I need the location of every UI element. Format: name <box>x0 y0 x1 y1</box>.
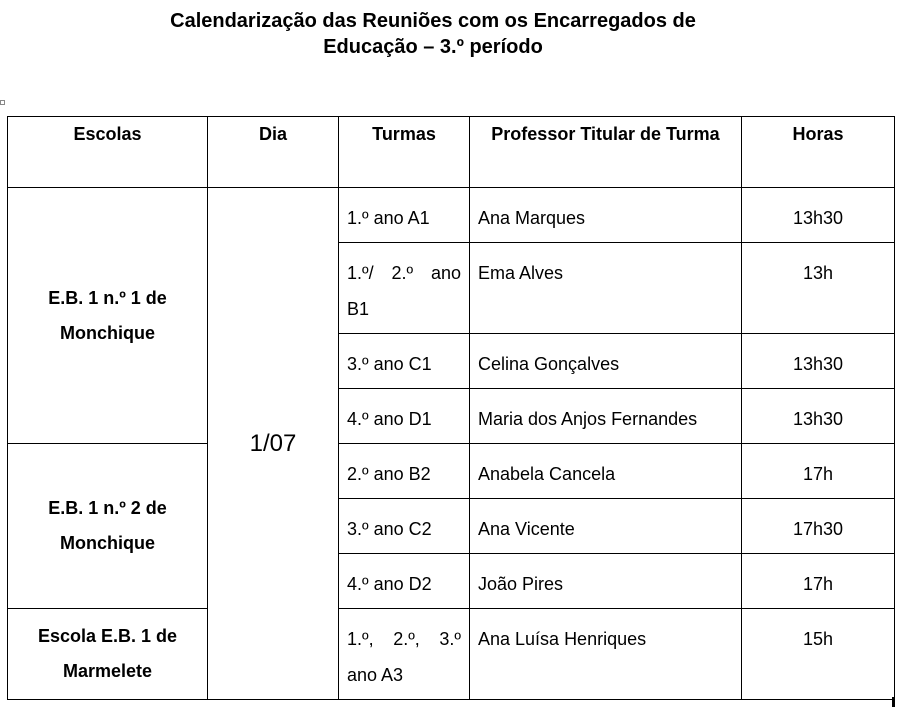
table-row <box>8 188 895 243</box>
header-dia: Dia <box>208 117 339 188</box>
document-title-line-1: Calendarização das Reuniões com os Encarregados de <box>170 10 696 32</box>
class-cell: 2.º ano B2 <box>339 444 470 499</box>
table-row <box>8 609 895 700</box>
hours-cell: 13h30 <box>742 188 895 243</box>
hours-cell: 17h <box>742 554 895 609</box>
header-professor: Professor Titular de Turma <box>470 117 742 188</box>
class-cell: 1.º, 2.º, 3.º ano A3 <box>339 609 470 700</box>
class-cell: 3.º ano C1 <box>339 334 470 389</box>
teacher-cell: Maria dos Anjos Fernandes <box>470 389 742 444</box>
table-header-row <box>8 117 895 188</box>
hours-cell: 13h30 <box>742 389 895 444</box>
class-cell: 1.º/ 2.º ano B1 <box>339 243 470 334</box>
hours-cell: 13h <box>742 243 895 334</box>
teacher-cell: Ema Alves <box>470 243 742 334</box>
class-cell: 3.º ano C2 <box>339 499 470 554</box>
header-escolas: Escolas <box>8 117 208 188</box>
meetings-schedule-table <box>7 116 895 700</box>
hours-cell: 17h30 <box>742 499 895 554</box>
header-horas: Horas <box>742 117 895 188</box>
document-title <box>0 8 866 60</box>
header-turmas: Turmas <box>339 117 470 188</box>
teacher-cell: Celina Gonçalves <box>470 334 742 389</box>
day-cell: 1/07 <box>208 188 339 700</box>
table-move-handle-icon[interactable] <box>0 100 5 105</box>
teacher-cell: Ana Luísa Henriques <box>470 609 742 700</box>
document-title-line-2: Educação – 3.º período <box>323 36 543 58</box>
class-cell: 1.º ano A1 <box>339 188 470 243</box>
teacher-cell: Ana Marques <box>470 188 742 243</box>
class-cell: 4.º ano D1 <box>339 389 470 444</box>
table-row <box>8 444 895 499</box>
class-cell: 4.º ano D2 <box>339 554 470 609</box>
teacher-cell: Anabela Cancela <box>470 444 742 499</box>
teacher-cell: João Pires <box>470 554 742 609</box>
school-cell: E.B. 1 n.º 1 de Monchique <box>8 188 208 444</box>
teacher-cell: Ana Vicente <box>470 499 742 554</box>
text-cursor-mark <box>892 697 895 707</box>
school-cell: E.B. 1 n.º 2 de Monchique <box>8 444 208 609</box>
hours-cell: 17h <box>742 444 895 499</box>
hours-cell: 13h30 <box>742 334 895 389</box>
school-cell: Escola E.B. 1 de Marmelete <box>8 609 208 700</box>
hours-cell: 15h <box>742 609 895 700</box>
